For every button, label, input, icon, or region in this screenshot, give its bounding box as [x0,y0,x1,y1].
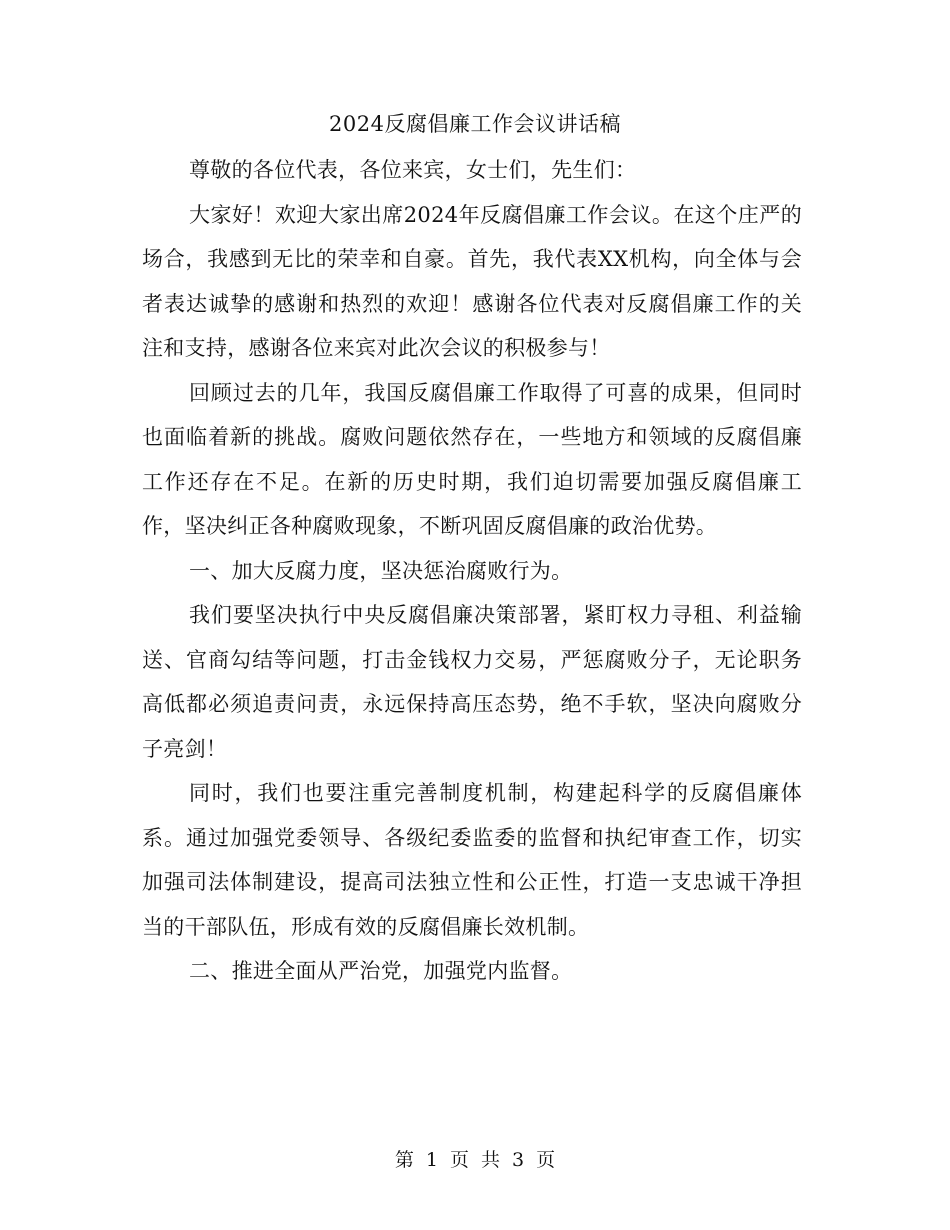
section-1-paragraph-1: 我们要坚决执行中央反腐倡廉决策部署，紧盯权力寻租、利益输送、官商勾结等问题，打击金钱权力交易，严惩腐败分子，无论职务高低都必须追责问责，永远保持高压态势，绝不手软，坚决向腐败分子亮剑！ [142,603,802,761]
section-heading-2: 二、推进全面从严治党，加强党内监督。 [189,959,573,983]
document-body [142,148,802,994]
section-1-paragraph-2: 同时，我们也要注重完善制度机制，构建起科学的反腐倡廉体系。通过加强党委领导、各级纪委监委的监督和执纪审查工作，切实加强司法体制建设，提高司法独立性和公正性，打造一支忠诚干净担当的干部队伍，形成有效的反腐倡廉长效机制。 [142,781,802,939]
welcome-paragraph: 大家好！欢迎大家出席2024年反腐倡廉工作会议。在这个庄严的场合，我感到无比的荣幸和自豪。首先，我代表XX机构，向全体与会者表达诚挚的感谢和热烈的欢迎！感谢各位代表对反腐倡廉工作的关注和支持，感谢各位来宾对此次会议的积极参与！ [142,202,802,360]
document-title: 2024反腐倡廉工作会议讲话稿 [329,112,621,136]
salutation-paragraph: 尊敬的各位代表，各位来宾，女士们，先生们： [189,158,637,182]
section-heading-1: 一、加大反腐力度，坚决惩治腐败行为。 [189,558,573,583]
review-paragraph: 回顾过去的几年，我国反腐倡廉工作取得了可喜的成果，但同时也面临着新的挑战。腐败问题依然存在，一些地方和领域的反腐倡廉工作还存在不足。在新的历史时期，我们迫切需要加强反腐倡廉工作，坚决纠正各种腐败现象，不断巩固反腐倡廉的政治优势。 [142,380,802,538]
page-number-footer: 第 1 页 共 3 页 [394,1149,556,1171]
